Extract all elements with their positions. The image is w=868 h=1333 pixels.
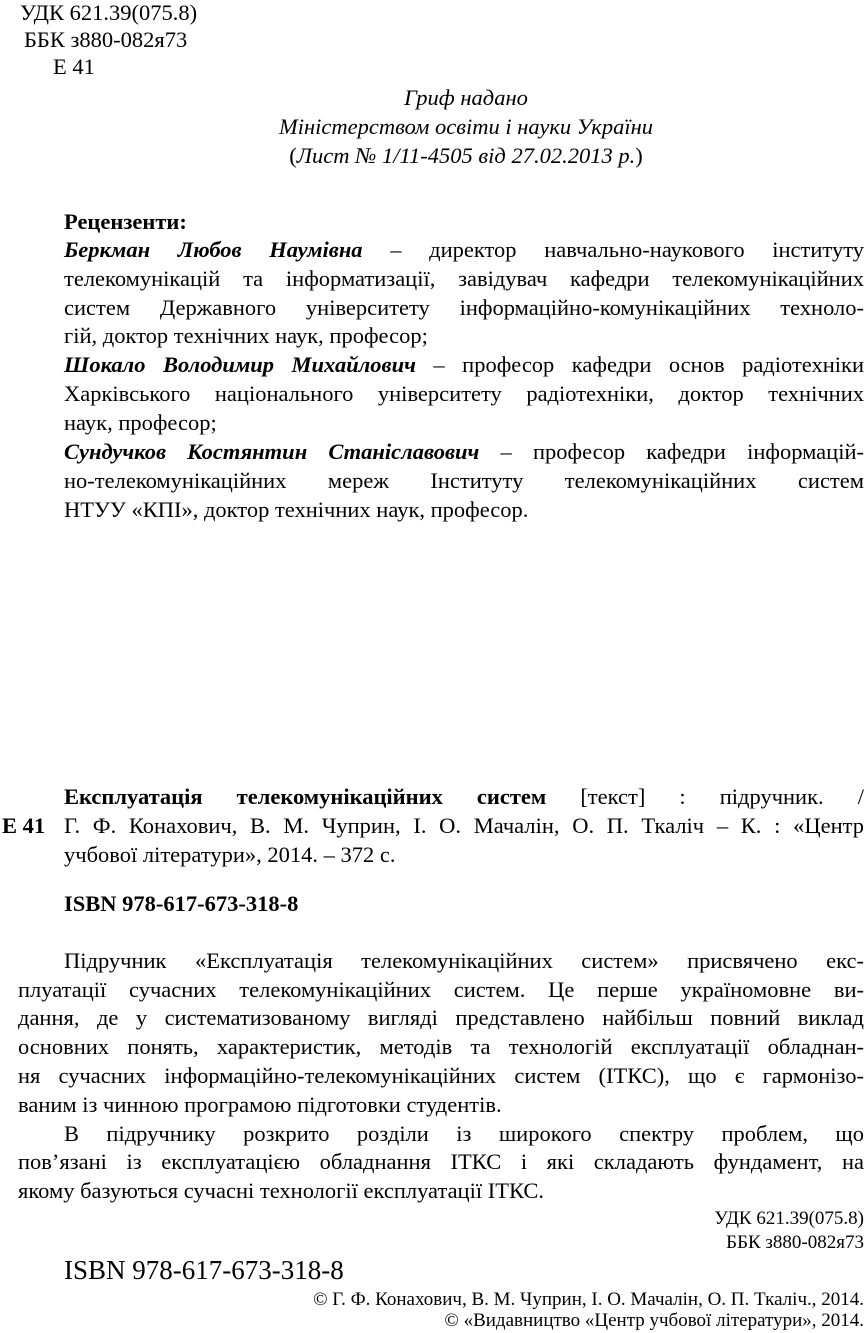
- copyright-authors: © Г. Ф. Конахович, В. М. Чуприн, І. О. Мачалін, О. П. Ткаліч., 2014.: [313, 1289, 864, 1310]
- reviewer-2-role: – професор кафедри основ радіотехніки: [415, 352, 864, 377]
- reviewer-1-line-2: телекомунікацій та інформатизації, завідувач кафедри телекомунікаційних: [64, 266, 864, 291]
- reviewer-2-line-2: Харківського національного університету радіотехніки, доктор технічних: [64, 381, 864, 406]
- reviewer-1-name: Беркман Любов Наумівна: [64, 237, 363, 262]
- reviewer-3-role: – професор кафедри інформацій-: [479, 439, 864, 464]
- approval-line-3: [258, 145, 674, 168]
- bib-line-1: [64, 786, 864, 809]
- reviewer-1-line-3: систем Державного університету інформаційно-комунікаційних техноло-: [64, 295, 864, 320]
- approval-line-2: Міністерством освіти і науки України: [279, 114, 653, 139]
- approval-line-1: Гриф надано: [404, 85, 528, 110]
- abstract-p1-line-3: дання, де у систематизованому вигляді представлено найбільш повний виклад: [18, 1005, 864, 1030]
- footer-isbn: ISBN 978-617-673-318-8: [64, 1255, 344, 1285]
- abstract-p1-line-5: ня сучасних інформаційно-телекомунікаційних систем (ІТКС), що є гармонізо-: [18, 1063, 864, 1088]
- copyright-publisher: © «Видавництво «Центр учбової літератури», 2014.: [444, 1310, 864, 1331]
- book-title: Експлуатація телекомунікаційних систем: [64, 784, 547, 809]
- approval-paren-close: ): [635, 143, 643, 168]
- reviewer-1-line-1: [64, 239, 864, 262]
- reviewer-3-line-3: НТУУ «КПІ», доктор технічних наук, професор.: [64, 497, 529, 522]
- footer-bbk: ББК з880-082я73: [726, 1232, 864, 1253]
- bib-line-3: учбової літератури», 2014. – 372 с.: [64, 842, 396, 867]
- bib-type: [текст] : підручник. /: [546, 784, 864, 809]
- reviewer-1-line-4: гій, доктор технічних наук, професор;: [64, 323, 428, 348]
- footer-udk: УДК 621.39(075.8): [714, 1208, 864, 1229]
- abstract-p2-line-2: пов’язані із експлуатацією обладнання ІТКС і які складають фундамент, на: [18, 1149, 864, 1174]
- reviewer-1-role: – директор навчально-наукового інституту: [362, 237, 864, 262]
- abstract-p1-line-6: ваним із чинною програмою підготовки студентів.: [18, 1092, 502, 1117]
- author-index: Е 41: [53, 54, 95, 79]
- bbk-code: ББК з880-082я73: [24, 27, 188, 52]
- abstract-p1-line-1: Підручник «Експлуатація телекомунікаційних систем» присвячено екс-: [64, 948, 864, 973]
- abstract-p2-line-3: якому базуються сучасні технології експлуатації ІТКС.: [18, 1178, 545, 1203]
- approval-paren-open: (: [289, 143, 297, 168]
- reviewer-3-name: Сундучков Костянтин Станіславович: [64, 439, 480, 464]
- reviewer-2-line-1: [64, 354, 864, 377]
- isbn-bold: ISBN 978-617-673-318-8: [64, 891, 299, 916]
- abstract-p1-line-4: основних понять, характеристик, методів та технологій експлуатації обладнан-: [18, 1034, 864, 1059]
- bib-line-2: Г. Ф. Конахович, В. М. Чуприн, І. О. Мачалін, О. П. Ткаліч – К. : «Центр: [64, 813, 864, 838]
- abstract-p2-line-1: В підручнику розкрито розділи із широкого спектру проблем, що: [64, 1121, 864, 1146]
- approval-letter: Лист № 1/11-4505 від 27.02.2013 р.: [296, 143, 636, 168]
- abstract-p1-line-2: плуатації сучасних телекомунікаційних систем. Це перше україномовне ви-: [18, 977, 864, 1002]
- reviewer-3-line-1: [64, 441, 864, 464]
- reviewer-2-line-3: наук, професор;: [64, 410, 217, 435]
- reviewer-2-name: Шокало Володимир Михайлович: [64, 352, 416, 377]
- reviewer-3-line-2: но-телекомунікаційних мереж Інституту телекомунікаційних систем: [64, 468, 864, 493]
- udk-code: УДК 621.39(075.8): [20, 0, 198, 25]
- bib-index: Е 41: [2, 813, 46, 838]
- reviewers-heading: Рецензенти:: [64, 209, 187, 234]
